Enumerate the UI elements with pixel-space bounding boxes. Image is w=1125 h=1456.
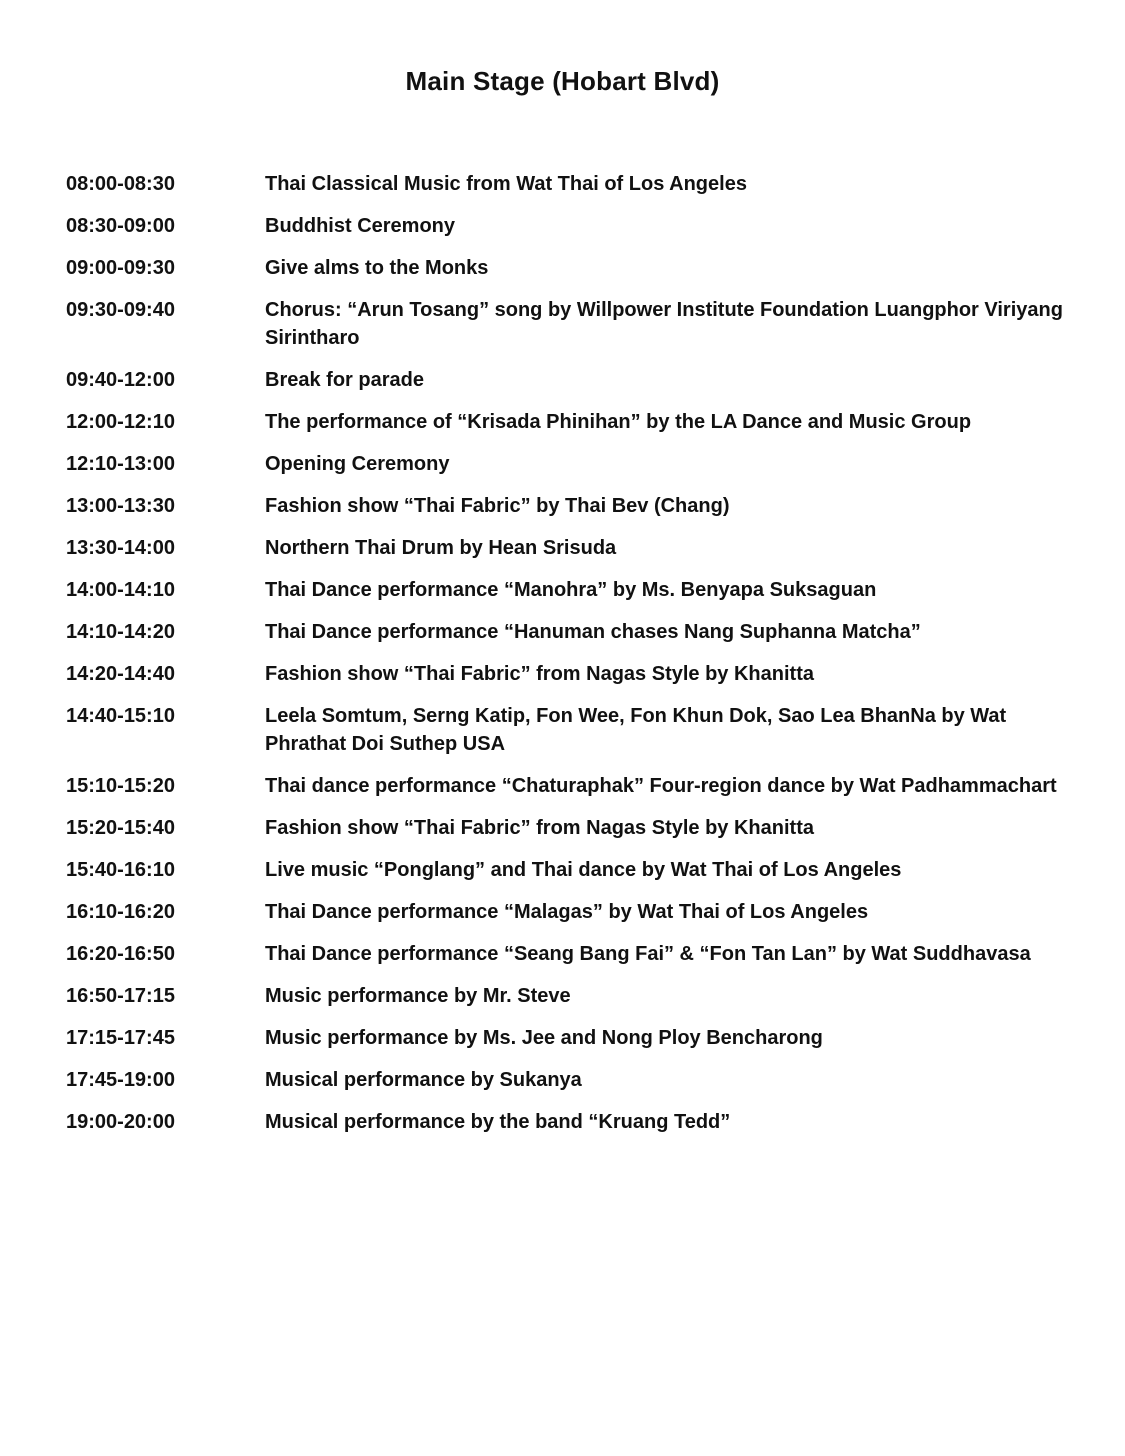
schedule-time: 14:00-14:10 xyxy=(66,579,175,601)
schedule-time: 16:50-17:15 xyxy=(66,985,175,1007)
schedule-time: 08:30-09:00 xyxy=(66,215,175,237)
schedule-row xyxy=(66,170,1076,198)
schedule-row xyxy=(66,898,1076,926)
schedule-list xyxy=(66,170,1076,1150)
schedule-event: Thai Classical Music from Wat Thai of Los Angeles xyxy=(265,173,747,195)
schedule-row xyxy=(66,450,1076,478)
schedule-row xyxy=(66,702,1076,758)
schedule-event: Musical performance by Sukanya xyxy=(265,1069,582,1091)
schedule-row xyxy=(66,940,1076,968)
schedule-time: 12:10-13:00 xyxy=(66,453,175,475)
schedule-event: Give alms to the Monks xyxy=(265,257,489,279)
schedule-row xyxy=(66,772,1076,800)
schedule-event: Musical performance by the band “Kruang Tedd” xyxy=(265,1111,731,1133)
schedule-event: Chorus: “Arun Tosang” song by Willpower Institute Foundation Luangphor Viriyang Sirintharo xyxy=(265,299,1063,349)
schedule-event: Thai dance performance “Chaturaphak” Four-region dance by Wat Padhammachart xyxy=(265,775,1057,797)
schedule-event: Music performance by Mr. Steve xyxy=(265,985,571,1007)
schedule-time: 17:45-19:00 xyxy=(66,1069,175,1091)
schedule-row xyxy=(66,1108,1076,1136)
schedule-time: 15:10-15:20 xyxy=(66,775,175,797)
schedule-time: 15:20-15:40 xyxy=(66,817,175,839)
schedule-time: 09:40-12:00 xyxy=(66,369,175,391)
schedule-time: 15:40-16:10 xyxy=(66,859,175,881)
schedule-event: Buddhist Ceremony xyxy=(265,215,456,237)
schedule-row xyxy=(66,534,1076,562)
schedule-event: Music performance by Ms. Jee and Nong Ploy Bencharong xyxy=(265,1027,823,1049)
schedule-row xyxy=(66,1066,1076,1094)
schedule-event: Fashion show “Thai Fabric” from Nagas Style by Khanitta xyxy=(265,663,814,685)
schedule-event: Leela Somtum, Serng Katip, Fon Wee, Fon Khun Dok, Sao Lea BhanNa by Wat Phrathat Doi Suthep USA xyxy=(265,705,1007,755)
schedule-row xyxy=(66,408,1076,436)
schedule-time: 08:00-08:30 xyxy=(66,173,175,195)
schedule-row xyxy=(66,1024,1076,1052)
schedule-time: 14:10-14:20 xyxy=(66,621,175,643)
schedule-event: Break for parade xyxy=(265,369,424,391)
schedule-event: Thai Dance performance “Malagas” by Wat Thai of Los Angeles xyxy=(265,901,869,923)
schedule-event: Thai Dance performance “Seang Bang Fai” & “Fon Tan Lan” by Wat Suddhavasa xyxy=(265,943,1031,965)
schedule-row xyxy=(66,982,1076,1010)
schedule-time: 14:40-15:10 xyxy=(66,705,175,727)
schedule-row xyxy=(66,296,1076,352)
schedule-time: 09:00-09:30 xyxy=(66,257,175,279)
schedule-event: Fashion show “Thai Fabric” by Thai Bev (Chang) xyxy=(265,495,730,517)
schedule-time: 13:30-14:00 xyxy=(66,537,175,559)
schedule-time: 13:00-13:30 xyxy=(66,495,175,517)
schedule-event: Thai Dance performance “Manohra” by Ms. Benyapa Suksaguan xyxy=(265,579,877,601)
schedule-time: 19:00-20:00 xyxy=(66,1111,175,1133)
schedule-time: 16:20-16:50 xyxy=(66,943,175,965)
schedule-time: 09:30-09:40 xyxy=(66,299,175,321)
schedule-time: 16:10-16:20 xyxy=(66,901,175,923)
schedule-event: Fashion show “Thai Fabric” from Nagas Style by Khanitta xyxy=(265,817,814,839)
schedule-row xyxy=(66,660,1076,688)
schedule-time: 14:20-14:40 xyxy=(66,663,175,685)
schedule-time: 17:15-17:45 xyxy=(66,1027,175,1049)
schedule-row xyxy=(66,492,1076,520)
schedule-row xyxy=(66,618,1076,646)
schedule-time: 12:00-12:10 xyxy=(66,411,175,433)
schedule-row xyxy=(66,212,1076,240)
schedule-row xyxy=(66,254,1076,282)
schedule-row xyxy=(66,814,1076,842)
page-title: Main Stage (Hobart Blvd) xyxy=(405,66,720,96)
schedule-event: Live music “Ponglang” and Thai dance by Wat Thai of Los Angeles xyxy=(265,859,902,881)
schedule-row xyxy=(66,366,1076,394)
schedule-event: Northern Thai Drum by Hean Srisuda xyxy=(265,537,617,559)
schedule-event: The performance of “Krisada Phinihan” by the LA Dance and Music Group xyxy=(265,411,972,433)
schedule-row xyxy=(66,576,1076,604)
schedule-event: Thai Dance performance “Hanuman chases Nang Suphanna Matcha” xyxy=(265,621,921,643)
schedule-row xyxy=(66,856,1076,884)
schedule-event: Opening Ceremony xyxy=(265,453,450,475)
